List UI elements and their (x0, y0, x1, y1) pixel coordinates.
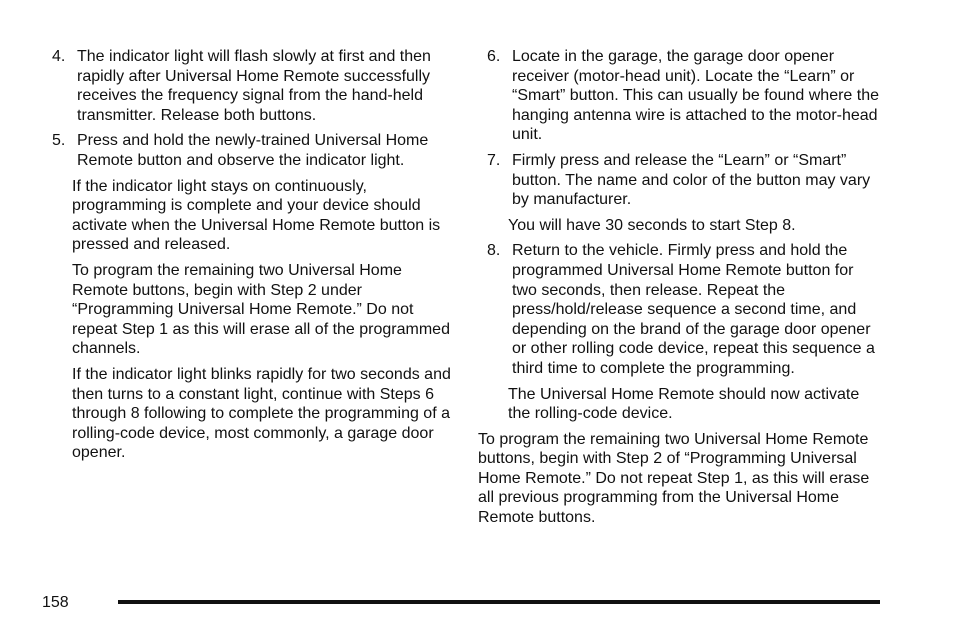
step-text: Firmly press and release the “Learn” or “Smart” button. The name and color of the button may vary by manufacturer. (512, 151, 871, 209)
step-number: 5. (52, 132, 66, 150)
step-8 (487, 241, 879, 378)
step-5 (52, 131, 452, 170)
step-4 (52, 47, 452, 125)
step-text: Return to the vehicle. Firmly press and hold the programmed Universal Home Remote button for two seconds, then release. Repeat the press/hold/release sequence a second time, and depending on the brand of the garage door opener or other rolling code device, repeat this sequence a third time to complete the programming. (512, 242, 875, 377)
step-text: Locate in the garage, the garage door opener receiver (motor-head unit). Locate the “Learn” or “Smart” button. This can usually be found where the hanging antenna wire is attached to the motor-head unit. (512, 48, 880, 144)
step-6 (487, 47, 879, 145)
footer-rule (118, 600, 880, 604)
step-text: Press and hold the newly-trained Universal Home Remote button and observe the indicator light. (77, 132, 429, 169)
step-number: 7. (487, 151, 501, 169)
paragraph-blinking-light: If the indicator light blinks rapidly for two seconds and then turns to a constant light, continue with Steps 6 through 8 following to complete the programming of a rolling-code device, most commonly, a garage door opener. (72, 365, 451, 462)
right-column (478, 47, 880, 534)
page-number: 158 (42, 594, 69, 611)
paragraph-remaining-buttons: To program the remaining two Universal Home Remote buttons, begin with Step 2 under “Programming Universal Home Remote.” Do not repeat Step 1 as this will erase all of the programmed channels. (72, 261, 450, 358)
step-number: 6. (487, 48, 501, 65)
step-7 (487, 151, 879, 210)
left-column (52, 47, 452, 469)
paragraph-final: To program the remaining two Universal Home Remote buttons, begin with Step 2 of “Programming Universal Home Remote.” Do not repeat Step 1, as this will erase all previous programming from the Universal Home Remote buttons. (478, 430, 870, 527)
paragraph-continuous-light: If the indicator light stays on continuously, programming is complete and your device should activate when the Universal Home Remote button is pressed and released. (72, 177, 441, 254)
step-number: 4. (52, 48, 66, 65)
step-number: 8. (487, 242, 501, 260)
note-step-8: The Universal Home Remote should now activate the rolling-code device. (508, 385, 860, 423)
note-step-7: You will have 30 seconds to start Step 8. (508, 216, 796, 234)
step-text: The indicator light will flash slowly at first and then rapidly after Universal Home Remote successfully receives the frequency signal from the hand-held transmitter. Release both buttons. (77, 48, 431, 124)
